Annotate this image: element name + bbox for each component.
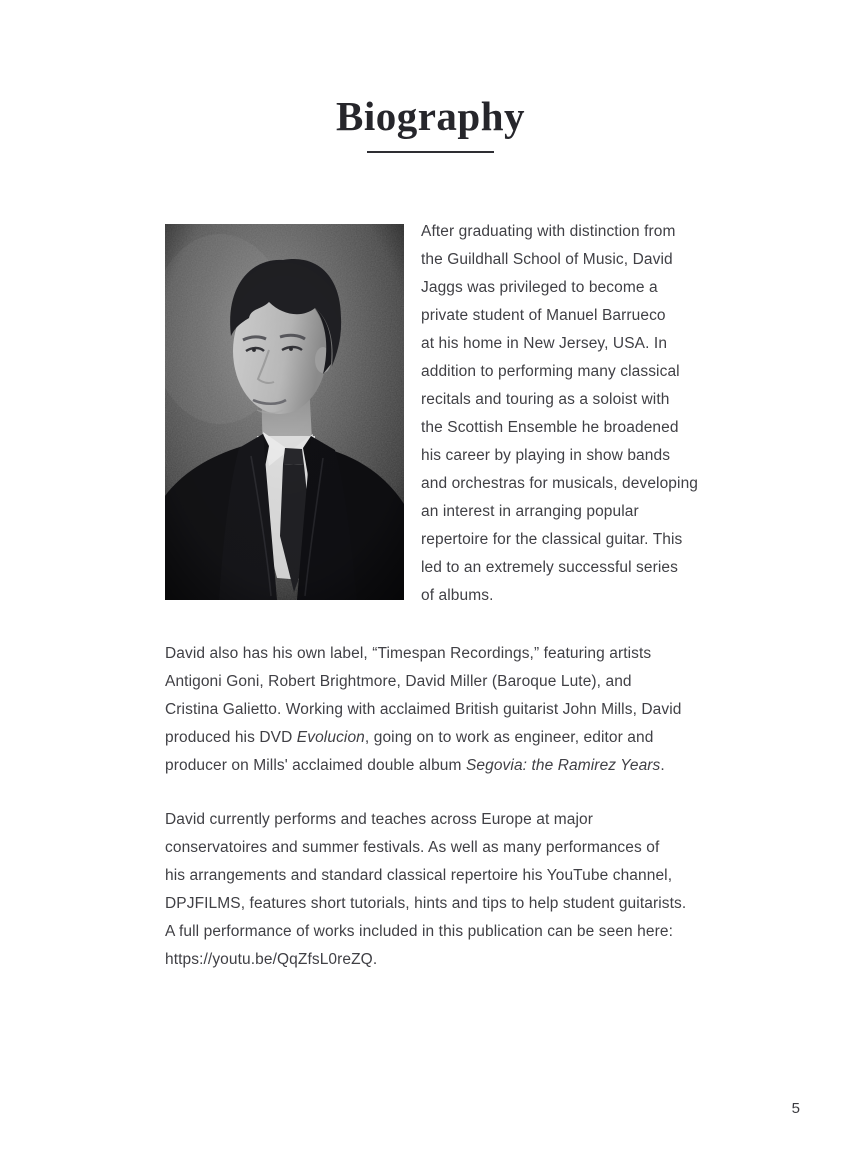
title-block (155, 94, 706, 153)
youtube-link[interactable]: https://youtu.be/QqZfsL0reZQ (165, 951, 373, 968)
text-line (421, 246, 721, 274)
text-line (421, 442, 721, 470)
page-title: Biography (335, 93, 526, 139)
text-line (421, 274, 721, 302)
text-run: Antigoni Goni, Robert Brightmore, David Miller (Baroque Lute), and (165, 673, 632, 690)
text-run: recitals and touring as a soloist with (421, 391, 670, 408)
text-line (421, 414, 721, 442)
text-run: produced his DVD (165, 729, 297, 746)
text-line (165, 806, 725, 834)
text-run: of albums. (421, 587, 494, 604)
text-run: producer on Mills' acclaimed double album (165, 757, 466, 774)
text-run: an interest in arranging popular (421, 503, 639, 520)
title-divider (367, 151, 494, 153)
text-line (421, 470, 721, 498)
text-run: the Guildhall School of Music, David (421, 251, 673, 268)
text-run: addition to performing many classical (421, 363, 680, 380)
text-line (421, 498, 721, 526)
text-line (421, 582, 721, 610)
text-run: at his home in New Jersey, USA. In (421, 335, 668, 352)
text-line (165, 696, 725, 724)
text-run: . (660, 757, 665, 774)
text-line (421, 358, 721, 386)
portrait-illustration (165, 224, 404, 600)
text-line (165, 918, 725, 946)
text-line (165, 752, 725, 780)
text-line (421, 330, 721, 358)
portrait-photo (165, 224, 404, 600)
text-line (165, 834, 725, 862)
text-run: led to an extremely successful series (421, 559, 678, 576)
text-run: . (372, 951, 378, 968)
text-run: After graduating with distinction from (421, 223, 676, 240)
text-run: Cristina Galietto. Working with acclaimed British guitarist John Mills, David (165, 701, 682, 718)
text-run: DPJFILMS, features short tutorials, hints and tips to help student guitarists. (165, 895, 687, 912)
text-line (421, 302, 721, 330)
text-run: and orchestras for musicals, developing (421, 475, 699, 492)
text-run: repertoire for the classical guitar. This (421, 531, 683, 548)
text-run: his career by playing in show bands (421, 447, 671, 464)
text-run: Evolucion (296, 729, 365, 746)
text-line (165, 640, 725, 668)
bio-paragraph-3 (165, 806, 725, 974)
text-run: the Scottish Ensemble he broadened (421, 419, 679, 436)
text-run: , going on to work as engineer, editor and (364, 729, 654, 746)
text-line (421, 218, 721, 246)
text-line (421, 526, 721, 554)
text-run: David also has his own label, “Timespan Recordings,” featuring artists (165, 645, 652, 662)
text-run: conservatoires and summer festivals. As well as many performances of (165, 839, 660, 856)
text-line (165, 946, 725, 974)
text-line (421, 386, 721, 414)
text-line (421, 554, 721, 582)
text-run: private student of Manuel Barrueco (421, 307, 666, 324)
bio-paragraph-1 (421, 218, 721, 610)
text-run: Segovia: the Ramirez Years (465, 757, 661, 774)
text-run: David currently performs and teaches across Europe at major (165, 811, 594, 828)
text-run: his arrangements and standard classical repertoire his YouTube channel, (165, 867, 673, 884)
page-number: 5 (791, 1100, 800, 1117)
text-line (165, 862, 725, 890)
text-run: A full performance of works included in this publication can be seen here: (165, 923, 673, 940)
bio-paragraph-2 (165, 640, 725, 780)
text-run: Jaggs was privileged to become a (421, 279, 658, 296)
text-line (165, 724, 725, 752)
text-line (165, 890, 725, 918)
text-line (165, 668, 725, 696)
